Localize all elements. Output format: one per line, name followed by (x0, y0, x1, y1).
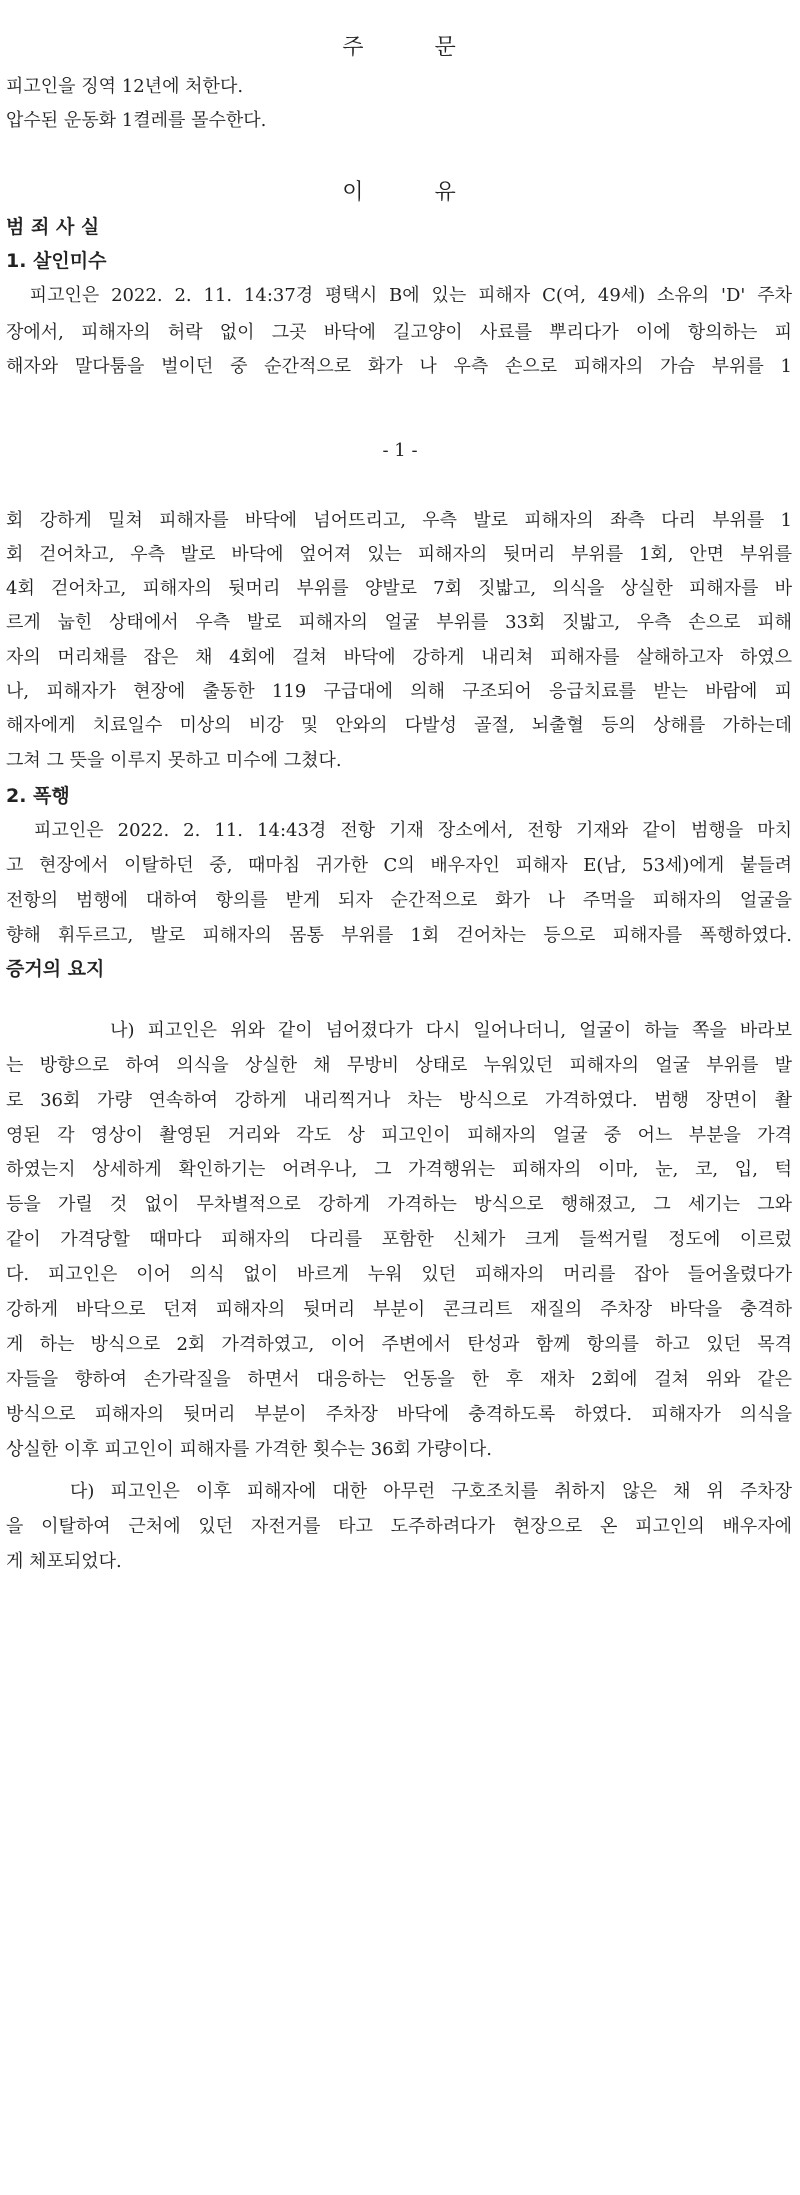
continued-line-1: 회 강하게 밀쳐 피해자를 바닥에 넘어뜨리고, 우측 발로 피해자의 좌측 다리 부위를 1 (6, 510, 792, 531)
order-line-1: 피고인을 징역 12년에 처한다. (6, 76, 244, 97)
evidence-na-line-3: 로 36회 가량 연속하여 강하게 내리찍거나 차는 방식으로 가격하였다. 범행 장면이 촬 (6, 1090, 792, 1111)
assault-line-4: 향해 휘두르고, 발로 피해자의 몸통 부위를 1회 걷어차는 등으로 피해자를 폭행하였다. (6, 925, 792, 946)
evidence-da-line-1: 다) 피고인은 이후 피해자에 대한 아무런 구호조치를 취하지 않은 채 위 주차장 (6, 1481, 792, 1502)
evidence-da-line-2: 을 이탈하여 근처에 있던 자전거를 타고 도주하려다가 현장으로 온 피고인의 배우자에 (6, 1516, 792, 1537)
evidence-na-line-13: 상실한 이후 피고인이 피해자를 가격한 횟수는 36회 가량이다. (6, 1439, 492, 1460)
evidence-heading: 증거의 요지 (6, 958, 105, 980)
evidence-na-line-10: 게 하는 방식으로 2회 가격하였고, 이어 주변에서 탄성과 함께 항의를 하고 있던 목격 (6, 1334, 792, 1355)
attempted-murder-line-1: 피고인은 2022. 2. 11. 14:37경 평택시 B에 있는 피해자 C(여, 49세) 소유의 'D' 주차 (6, 285, 792, 306)
continued-line-5: 자의 머리채를 잡은 채 4회에 걸쳐 바닥에 강하게 내리쳐 피해자를 살해하고자 하였으 (6, 647, 792, 668)
continued-line-4: 르게 눕힌 상태에서 우측 발로 피해자의 얼굴 부위를 33회 짓밟고, 우측 손으로 피해 (6, 612, 792, 633)
continued-line-8: 그쳐 그 뜻을 이루지 못하고 미수에 그쳤다. (6, 750, 342, 771)
evidence-na-line-9: 강하게 바닥으로 던져 피해자의 뒷머리 부분이 콘크리트 재질의 주차장 바닥을 충격하 (6, 1299, 792, 1320)
order-line-2: 압수된 운동화 1켤레를 몰수한다. (6, 110, 267, 131)
attempted-murder-line-2: 장에서, 피해자의 허락 없이 그곳 바닥에 길고양이 사료를 뿌리다가 이에 항의하는 피 (6, 322, 792, 343)
attempted-murder-heading: 1. 살인미수 (6, 250, 107, 272)
evidence-na-line-6: 등을 가릴 것 없이 무차별적으로 강하게 가격하는 방식으로 행해졌고, 그 세기는 그와 (6, 1194, 792, 1215)
continued-line-7: 해자에게 치료일수 미상의 비강 및 안와의 다발성 골절, 뇌출혈 등의 상해를 가하는데 (6, 715, 792, 736)
assault-line-3: 전항의 범행에 대하여 항의를 받게 되자 순간적으로 화가 나 주먹을 피해자의 얼굴을 (6, 890, 792, 911)
evidence-da-line-3: 게 체포되었다. (6, 1551, 122, 1572)
reason-title: 이 유 (342, 180, 458, 205)
page-number: - 1 - (382, 440, 418, 461)
attempted-murder-line-3: 해자와 말다툼을 벌이던 중 순간적으로 화가 나 우측 손으로 피해자의 가슴 부위를 1 (6, 356, 792, 377)
evidence-na-line-12: 방식으로 피해자의 뒷머리 부분이 주차장 바닥에 충격하도록 하였다. 피해자가 의식을 (6, 1404, 792, 1425)
evidence-na-line-7: 같이 가격당할 때마다 피해자의 다리를 포함한 신체가 크게 들썩거릴 정도에 이르렀 (6, 1229, 792, 1250)
evidence-na-line-1: 나) 피고인은 위와 같이 넘어졌다가 다시 일어나더니, 얼굴이 하늘 쪽을 바라보 (6, 1020, 792, 1041)
crime-facts-heading: 범 죄 사 실 (6, 216, 100, 238)
order-title: 주 문 (342, 35, 458, 60)
evidence-na-line-2: 는 방향으로 하여 의식을 상실한 채 무방비 상태로 누워있던 피해자의 얼굴 부위를 발 (6, 1055, 792, 1076)
continued-line-6: 나, 피해자가 현장에 출동한 119 구급대에 의해 구조되어 응급치료를 받는 바람에 피 (6, 681, 792, 702)
assault-heading: 2. 폭행 (6, 785, 70, 807)
continued-line-2: 회 걷어차고, 우측 발로 바닥에 엎어져 있는 피해자의 뒷머리 부위를 1회, 안면 부위를 (6, 544, 792, 565)
evidence-na-line-8: 다. 피고인은 이어 의식 없이 바르게 누워 있던 피해자의 머리를 잡아 들어올렸다가 (6, 1264, 792, 1285)
evidence-na-line-11: 자들을 향하여 손가락질을 하면서 대응하는 언동을 한 후 재차 2회에 걸쳐 위와 같은 (6, 1369, 792, 1390)
continued-line-3: 4회 걷어차고, 피해자의 뒷머리 부위를 양발로 7회 짓밟고, 의식을 상실한 피해자를 바 (6, 578, 792, 599)
evidence-na-line-5: 하였는지 상세하게 확인하기는 어려우나, 그 가격행위는 피해자의 이마, 눈, 코, 입, 턱 (6, 1159, 792, 1180)
assault-line-2: 고 현장에서 이탈하던 중, 때마침 귀가한 C의 배우자인 피해자 E(남, 53세)에게 붙들려 (6, 855, 792, 876)
assault-line-1: 피고인은 2022. 2. 11. 14:43경 전항 기재 장소에서, 전항 기재와 같이 범행을 마치 (6, 820, 792, 841)
evidence-na-line-4: 영된 각 영상이 촬영된 거리와 각도 상 피고인이 피해자의 얼굴 중 어느 부분을 가격 (6, 1125, 792, 1146)
